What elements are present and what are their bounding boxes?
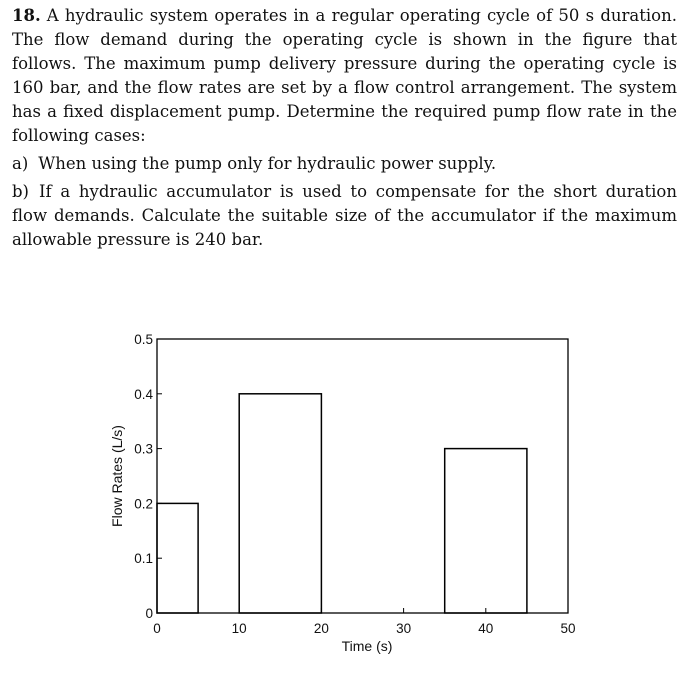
plot-frame [157, 339, 568, 613]
y-tick-label-2: 0.2 [134, 496, 153, 512]
tick-group [134, 332, 575, 636]
x-tick-label-2: 20 [313, 621, 329, 636]
x-axis-label: Time (s) [341, 638, 393, 654]
x-tick-label-0: 0 [153, 621, 161, 636]
part-b-label: b) [12, 182, 29, 201]
part-b-text: If a hydraulic accumulator is used to compensate for the short duration flow demands. Calculate the suitable size of the accumulator if the maximum allowable pressure is 240 bar. [12, 182, 677, 249]
y-axis-label: Flow Rates (L/s) [109, 425, 125, 527]
flow-bar-2 [445, 449, 527, 613]
y-tick-label-5: 0.5 [134, 332, 153, 347]
x-tick-label-5: 50 [560, 621, 576, 636]
problem-statement-text: A hydraulic system operates in a regular operating cycle of 50 s duration. The flow demand during the operating cycle is shown in the figure that follows. The maximum pump delivery pressure during the operating cycle is 160 bar, and the flow rates are set by a flow control arrangement. The system has a fixed displacement pump. Determine the required pump flow rate in the following cases: [12, 6, 677, 145]
part-a-text: When using the pump only for hydraulic power supply. [38, 154, 497, 173]
x-tick-label-3: 30 [396, 621, 412, 636]
bar-group [157, 394, 527, 613]
y-tick-label-3: 0.3 [134, 441, 153, 457]
y-tick-label-0: 0 [145, 606, 153, 621]
y-tick-label-4: 0.4 [134, 386, 153, 402]
x-tick-label-1: 10 [231, 621, 247, 636]
part-a-label: a) [12, 154, 29, 173]
problem-number: 18. [12, 6, 41, 25]
flow-bar-0 [157, 503, 198, 613]
y-tick-label-1: 0.1 [134, 551, 153, 567]
x-tick-label-4: 40 [478, 621, 494, 636]
flow-bar-1 [239, 394, 321, 613]
